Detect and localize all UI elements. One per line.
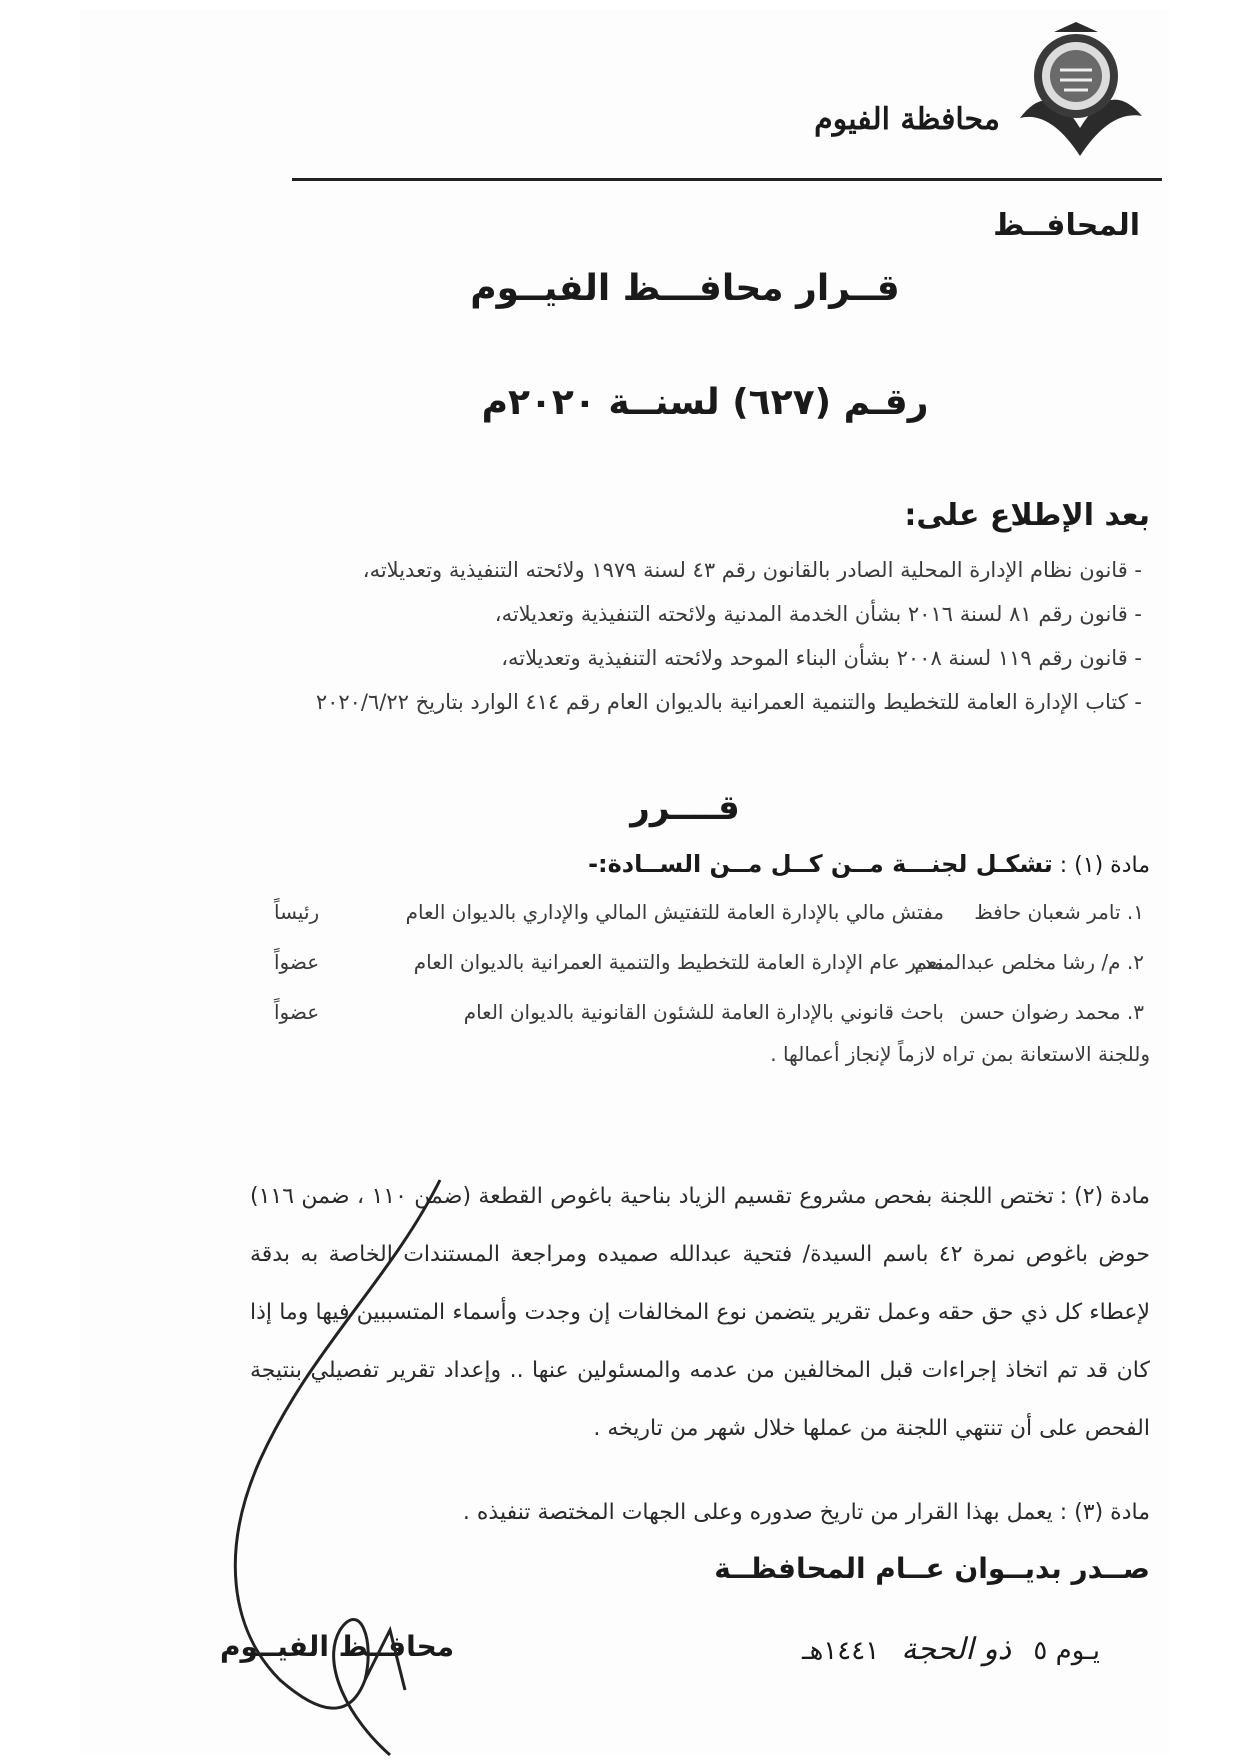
signature-icon	[190, 1160, 510, 1760]
reference-item: - قانون نظام الإدارة المحلية الصادر بالقانون رقم ٤٣ لسنة ١٩٧٩ ولائحته التنفيذية وتعديلاته،	[362, 558, 1142, 582]
decree-number: رقـم (٦٢٧) لسنــة ٢٠٢٠م	[481, 382, 929, 423]
member-role: رئيساً	[274, 900, 320, 924]
decree-title: قــرار محافـــظ الفيــوم	[470, 268, 900, 309]
member-row	[264, 900, 1144, 950]
decides-heading: قــــرر	[630, 788, 740, 828]
governorate-emblem-icon	[1010, 18, 1150, 158]
article-3-text: يعمل بهذا القرار من تاريخ صدوره وعلى الجهات المختصة تنفيذه .	[462, 1500, 1053, 1525]
issue-date	[802, 1632, 1100, 1667]
reference-item: - قانون رقم ١١٩ لسنة ٢٠٠٨ بشأن البناء الموحد ولائحته التنفيذية وتعديلاته،	[501, 646, 1142, 670]
issuing-office: المحافــظ	[993, 208, 1140, 243]
member-job: مدير عام الإدارة العامة للتخطيط والتنمية العمرانية بالديوان العام	[413, 950, 944, 974]
member-name: ٣. محمد رضوان حسن	[959, 1000, 1144, 1024]
member-name: ٢. م/ رشا مخلص عبدالمنعم	[914, 950, 1144, 974]
reference-list	[262, 548, 1142, 724]
article-1-note: وللجنة الاستعانة بمن تراه لازماً لإنجاز أعمالها .	[770, 1042, 1150, 1066]
reference-item: - كتاب الإدارة العامة للتخطيط والتنمية العمرانية بالديوان العام رقم ٤١٤ الوارد بتاريخ ٢٠٢٠/٦/٢٢	[315, 690, 1142, 714]
header-divider	[292, 178, 1162, 181]
member-job: مفتش مالي بالإدارة العامة للتفتيش المالي والإداري بالديوان العام	[405, 900, 944, 924]
article-1-label: مادة (١) :	[1059, 853, 1150, 878]
member-role: عضواً	[274, 1000, 320, 1024]
committee-members	[264, 900, 1144, 1050]
member-role: عضواً	[274, 950, 320, 974]
day-label: يـوم	[1055, 1636, 1100, 1666]
preamble-heading: بعد الإطلاع على:	[904, 498, 1150, 533]
member-row	[264, 950, 1144, 1000]
article-1-text: تشكـل لجنـــة مــن كــل مــن الســادة:-	[588, 850, 1053, 878]
decree-page	[80, 10, 1170, 1754]
article-3-label: مادة (٣) :	[1059, 1500, 1150, 1525]
article-3	[463, 1500, 1150, 1525]
member-name: ١. تامر شعبان حافظ	[974, 900, 1144, 924]
day-number: ٥	[1033, 1636, 1048, 1666]
member-job: باحث قانوني بالإدارة العامة للشئون القانونية بالديوان العام	[463, 1000, 944, 1024]
hijri-year: ١٤٤١هـ	[801, 1636, 880, 1666]
reference-item: - قانون رقم ٨١ لسنة ٢٠١٦ بشأن الخدمة المدنية ولائحته التنفيذية وتعديلاته،	[494, 602, 1142, 626]
article-2-text: تختص اللجنة بفحص مشروع تقسيم الزياد بناحية باغوص القطعة (ضمن ١١٠ ، ضمن ١١٦) حوض باغوص نمرة ٤٢ باسم السيدة/ فتحية عبدالله صميده ومراجعة المستندات الخاصة به بدقة لإعطاء كل ذي حق حقه وعمل تقرير يتضمن نوع المخالفات إن وجدت وأسماء المتسببين فيها وما إذا كان قد تم اتخاذ إجراءات قبل المخالفين من عدمه والمسئولين عنها .. وإعداد تقرير تفصيلي بنتيجة الفحص على أن تنتهي اللجنة من عملها خلال شهر من تاريخه .	[250, 1184, 1150, 1441]
issued-at: صــدر بديــوان عــام المحافظــة	[714, 1552, 1150, 1585]
article-1-heading	[588, 850, 1150, 878]
signer-title: محافــظ الفيــوم	[220, 1630, 455, 1663]
article-2-label: مادة (٢) :	[1059, 1184, 1150, 1209]
month-name: ذو الحجة	[901, 1632, 1012, 1667]
governorate-name: محافظة الفيوم	[814, 102, 1000, 137]
